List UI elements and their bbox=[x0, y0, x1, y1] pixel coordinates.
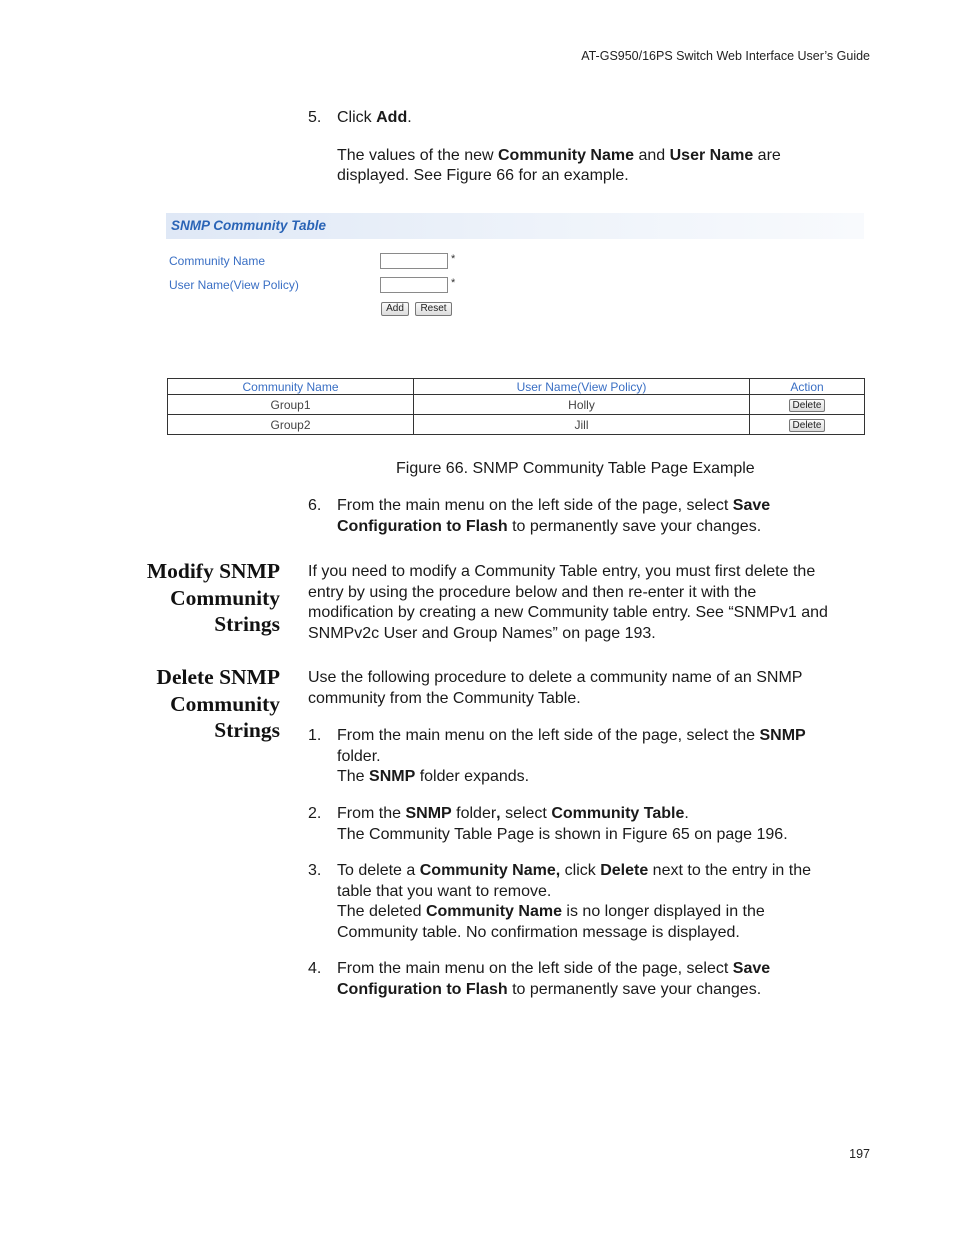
figure-banner bbox=[166, 213, 864, 239]
table-row bbox=[168, 415, 865, 435]
community-table bbox=[167, 378, 865, 435]
user-cell: Holly bbox=[414, 395, 750, 415]
step-text-line2: Configuration to Flash to permanently save your changes. bbox=[337, 518, 762, 535]
delete-button[interactable]: Delete bbox=[789, 399, 825, 412]
step-number: 5. bbox=[308, 109, 322, 126]
reset-button[interactable]: Reset bbox=[415, 302, 452, 316]
community-cell: Group1 bbox=[168, 395, 414, 415]
user-name-label: User Name(View Policy) bbox=[169, 278, 299, 292]
step-number: 3. bbox=[308, 862, 322, 879]
step-result-line2: displayed. See Figure 66 for an example. bbox=[337, 167, 629, 184]
community-cell: Group2 bbox=[168, 415, 414, 435]
running-header: AT-GS950/16PS Switch Web Interface User’s Guide bbox=[581, 49, 870, 63]
column-header-user: User Name(View Policy) bbox=[414, 379, 750, 395]
column-header-community: Community Name bbox=[168, 379, 414, 395]
step-text: From the SNMP folder, select Community Table. The Community Table Page is shown in Figure 65 on page 196. bbox=[337, 805, 788, 843]
column-header-action: Action bbox=[750, 379, 865, 395]
step-text: To delete a Community Name, click Delete next to the entry in the table that you want to remove. The deleted Community Name is no longer displayed in the Community table. No confirmation message is displayed. bbox=[337, 862, 811, 941]
user-name-input[interactable] bbox=[380, 277, 448, 293]
step-text: Click Add. bbox=[337, 109, 412, 126]
step-number: 2. bbox=[308, 805, 322, 822]
modify-paragraph: If you need to modify a Community Table entry, you must first delete the entry by using the procedure below and then re-enter it with the modification by creating a new Community table entry. See “SNMPv1 and SNMPv2c User and Group Names” on page 193. bbox=[308, 563, 828, 642]
table-row bbox=[168, 395, 865, 415]
community-name-label: Community Name bbox=[169, 254, 266, 268]
step-result: The values of the new Community Name and User Name are bbox=[337, 147, 781, 164]
step-text: From the main menu on the left side of the page, select the SNMP folder. The SNMP folder expands. bbox=[337, 727, 806, 785]
page-number: 197 bbox=[849, 1147, 870, 1161]
required-mark: * bbox=[451, 253, 456, 265]
table-header-row bbox=[168, 379, 865, 395]
user-cell: Jill bbox=[414, 415, 750, 435]
step-number: 1. bbox=[308, 727, 322, 744]
figure-banner-title: SNMP Community Table bbox=[171, 218, 327, 233]
section-heading-modify: Modify SNMP Community Strings bbox=[146, 559, 280, 636]
step-number: 4. bbox=[308, 960, 322, 977]
step-number: 6. bbox=[308, 497, 322, 514]
delete-intro: Use the following procedure to delete a community name of an SNMP community from the Community Table. bbox=[308, 669, 803, 707]
delete-button[interactable]: Delete bbox=[789, 419, 825, 432]
action-cell bbox=[750, 395, 865, 415]
community-name-input[interactable] bbox=[380, 253, 448, 269]
step-text: From the main menu on the left side of the page, select Save Configuration to Flash to permanently save your changes. bbox=[337, 960, 771, 998]
section-heading-delete: Delete SNMP Community Strings bbox=[156, 665, 280, 742]
required-mark: * bbox=[451, 277, 456, 289]
figure-caption: Figure 66. SNMP Community Table Page Example bbox=[396, 460, 755, 477]
step-text: From the main menu on the left side of the page, select Save bbox=[337, 497, 771, 514]
add-button[interactable]: Add bbox=[381, 302, 409, 316]
action-cell bbox=[750, 415, 865, 435]
